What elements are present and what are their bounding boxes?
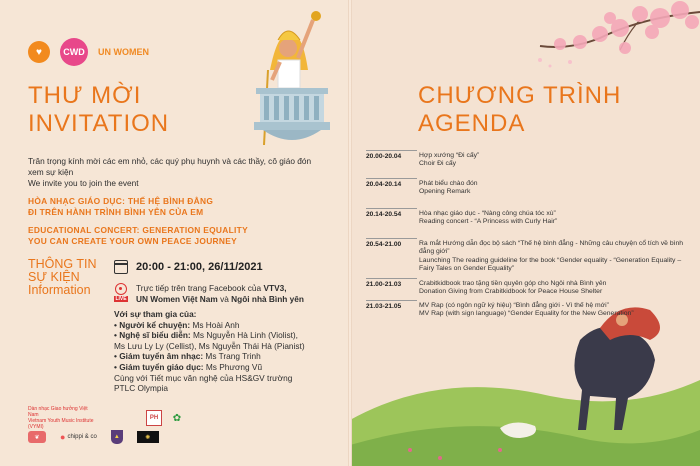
agenda-vi: Crabitkidbook trao tặng tiền quyên góp cho Ngôi nhà Bình yên xyxy=(419,280,607,287)
participant-edu-curator xyxy=(114,362,349,373)
live-tag: LIVE xyxy=(115,296,127,302)
livestream-text xyxy=(136,283,304,305)
cwd-logo-icon: CWD xyxy=(60,38,88,66)
partner-logos-row-1 xyxy=(28,406,184,430)
agenda-en: Choir Đi cấy xyxy=(419,160,457,168)
agenda-time: 21.00-21.03 xyxy=(366,281,402,288)
heart-logo-icon: ♥ xyxy=(28,41,50,63)
concert-en-line-1: EDUCATIONAL CONCERT: GENERATION EQUALITY xyxy=(28,225,248,235)
gold-logo-icon: ✺ xyxy=(137,431,159,443)
agenda-item xyxy=(366,180,696,197)
agenda-en: Opening Remark xyxy=(419,188,471,196)
agenda-time: 20.54-21.00 xyxy=(366,241,402,248)
concert-en-line-2: YOU CAN CREATE YOUR OWN PEACE JOURNEY xyxy=(28,235,238,246)
livestream-row xyxy=(112,283,342,305)
concert-title-vi xyxy=(28,196,328,217)
agenda-time: 20.00-20.04 xyxy=(366,153,402,160)
logo-row xyxy=(28,38,149,66)
agenda-desc xyxy=(419,302,689,319)
datetime-row xyxy=(114,260,263,274)
invitation-title xyxy=(28,82,169,138)
agenda-vi: Ra mắt Hướng dẫn đọc bộ sách “Thế hệ bình đẳng - Những câu chuyện cổ tích về bình đẳng giới” xyxy=(419,240,684,256)
concert-vi-line-1: HÒA NHẠC GIÁO DỤC: THẾ HỆ BÌNH ĐẲNG xyxy=(28,196,214,206)
agenda-desc xyxy=(419,210,689,227)
p1-label: • Người kể chuyện: xyxy=(114,319,191,330)
p2-value: Ms Nguyễn Hà Linh (Violist), xyxy=(190,330,298,341)
shield-logo-icon: ▲ xyxy=(111,430,123,444)
concert-vi-line-2: ĐI TRÊN HÀNH TRÌNH BÌNH YÊN CỦA EM xyxy=(28,206,204,217)
page-fold xyxy=(348,0,352,466)
participants xyxy=(114,309,349,394)
agenda-title xyxy=(418,82,621,138)
participant-performers-cont: Ms Lưu Ly Ly (Cellist), Ms Nguyễn Thái Hà (Pianist) xyxy=(114,340,305,351)
p4-value: Ms Phương Vũ xyxy=(203,361,263,372)
paw-logo-icon: ❦ xyxy=(28,431,46,443)
agenda-divider xyxy=(366,178,417,179)
p2-label: • Nghệ sĩ biểu diễn: xyxy=(114,330,191,341)
agenda-desc xyxy=(419,280,689,297)
agenda-divider xyxy=(366,238,417,239)
agenda-en: Reading concert - “A Princess with Curly Hair” xyxy=(419,218,558,226)
agenda-en: MV Rap (with sign language) “Gender Equality for the New Generation” xyxy=(419,310,634,318)
invite-en: We invite you to join the event xyxy=(28,178,139,188)
agenda-desc xyxy=(419,240,689,274)
agenda-time: 21.03-21.05 xyxy=(366,303,402,310)
agenda-desc xyxy=(419,180,689,197)
title-vi: THƯ MỜI xyxy=(28,82,142,109)
partner-logos-row-2 xyxy=(28,430,159,444)
vymi-en: Vietnam Youth Music Institute (VYMI) xyxy=(28,418,94,430)
chippi-logo: ● chippi & co xyxy=(60,432,97,442)
agenda-time: 20.14-20.54 xyxy=(366,211,402,218)
participant-music-curator xyxy=(114,351,349,362)
title-en: INVITATION xyxy=(28,110,170,137)
chippi-text: chippi & co xyxy=(67,434,97,440)
agenda-item xyxy=(366,210,696,227)
event-datetime: 20:00 - 21:00, 26/11/2021 xyxy=(136,261,263,273)
agenda-item xyxy=(366,240,696,274)
p3-value: Ms Trang Trinh xyxy=(203,351,261,362)
agenda-item xyxy=(366,280,696,297)
invite-vi: Trân trọng kính mời các em nhỏ, các quý phụ huynh và các thầy, cô giáo đón xem sự kiện xyxy=(28,156,312,177)
agenda-item xyxy=(366,152,696,169)
live-house: Ngôi nhà Bình yên xyxy=(231,294,304,304)
info-title-line-1: THÔNG TIN xyxy=(28,257,97,271)
participant-school: Cùng với Tiết mục văn nghệ của HS&GV trường xyxy=(114,372,293,383)
info-title-line-2: SỰ KIỆN xyxy=(28,270,80,284)
vymi-logo xyxy=(28,406,98,430)
agenda-vi: MV Rap (có ngôn ngữ ký hiệu) “Bình đẳng giới - Vì thế hệ mới” xyxy=(419,302,609,309)
live-broadcast-icon xyxy=(112,283,130,302)
agenda-vi: Hòa nhạc giáo dục - “Nàng công chúa tóc xù” xyxy=(419,210,556,217)
live-pre: Trực tiếp trên trang Facebook của xyxy=(136,283,264,293)
un-women-logo: UN WOMEN xyxy=(98,46,149,57)
participant-performers xyxy=(114,330,349,341)
share-logo-icon: ✿ xyxy=(172,412,182,424)
p1-value: Ms Hoài Anh xyxy=(190,319,240,330)
agenda-desc xyxy=(419,152,689,169)
agenda-divider xyxy=(366,150,417,151)
agenda-divider xyxy=(366,278,417,279)
info-title-line-3: Information xyxy=(28,283,91,297)
agenda-divider xyxy=(366,300,417,301)
agenda-time: 20.04-20.14 xyxy=(366,181,402,188)
live-unw: UN Women Việt Nam xyxy=(136,294,218,304)
ph-house-logo-icon: PH xyxy=(146,410,162,426)
agenda-title-vi: CHƯƠNG TRÌNH xyxy=(418,82,622,109)
calendar-icon xyxy=(114,260,128,274)
agenda-en: Donation Giving from Crabitkidbook for Peace House Shelter xyxy=(419,288,603,296)
invitation-text xyxy=(28,156,328,189)
participants-header: Với sự tham gia của: xyxy=(114,309,197,319)
horse-rider-hills-illustration xyxy=(350,300,700,466)
concert-title-en xyxy=(28,225,328,246)
agenda-vi: Phát biểu chào đón xyxy=(419,180,478,187)
participant-storyteller xyxy=(114,320,349,331)
agenda-vi: Hợp xướng “Đi cấy” xyxy=(419,152,480,159)
participant-school-name: PTLC Olympia xyxy=(114,383,168,394)
live-and: và xyxy=(217,294,232,304)
event-info-title xyxy=(28,258,108,297)
vymi-vi: Dàn nhạc Giao hưởng Việt Nam xyxy=(28,406,88,418)
p3-label: • Giám tuyển âm nhạc: xyxy=(114,351,204,362)
live-vtv3: VTV3, xyxy=(263,283,287,293)
cherry-blossom-illustration xyxy=(520,0,700,70)
agenda-en: Launching The reading guideline for the book “Gender equality - “Generation Equality – Fairy Tales on Gender Equality” xyxy=(419,256,682,273)
right-page xyxy=(350,0,700,466)
agenda-item xyxy=(366,302,696,319)
princess-balcony-illustration xyxy=(218,0,348,145)
agenda-title-en: AGENDA xyxy=(418,110,526,137)
agenda-divider xyxy=(366,208,417,209)
p4-label: • Giám tuyển giáo dục: xyxy=(114,361,204,372)
